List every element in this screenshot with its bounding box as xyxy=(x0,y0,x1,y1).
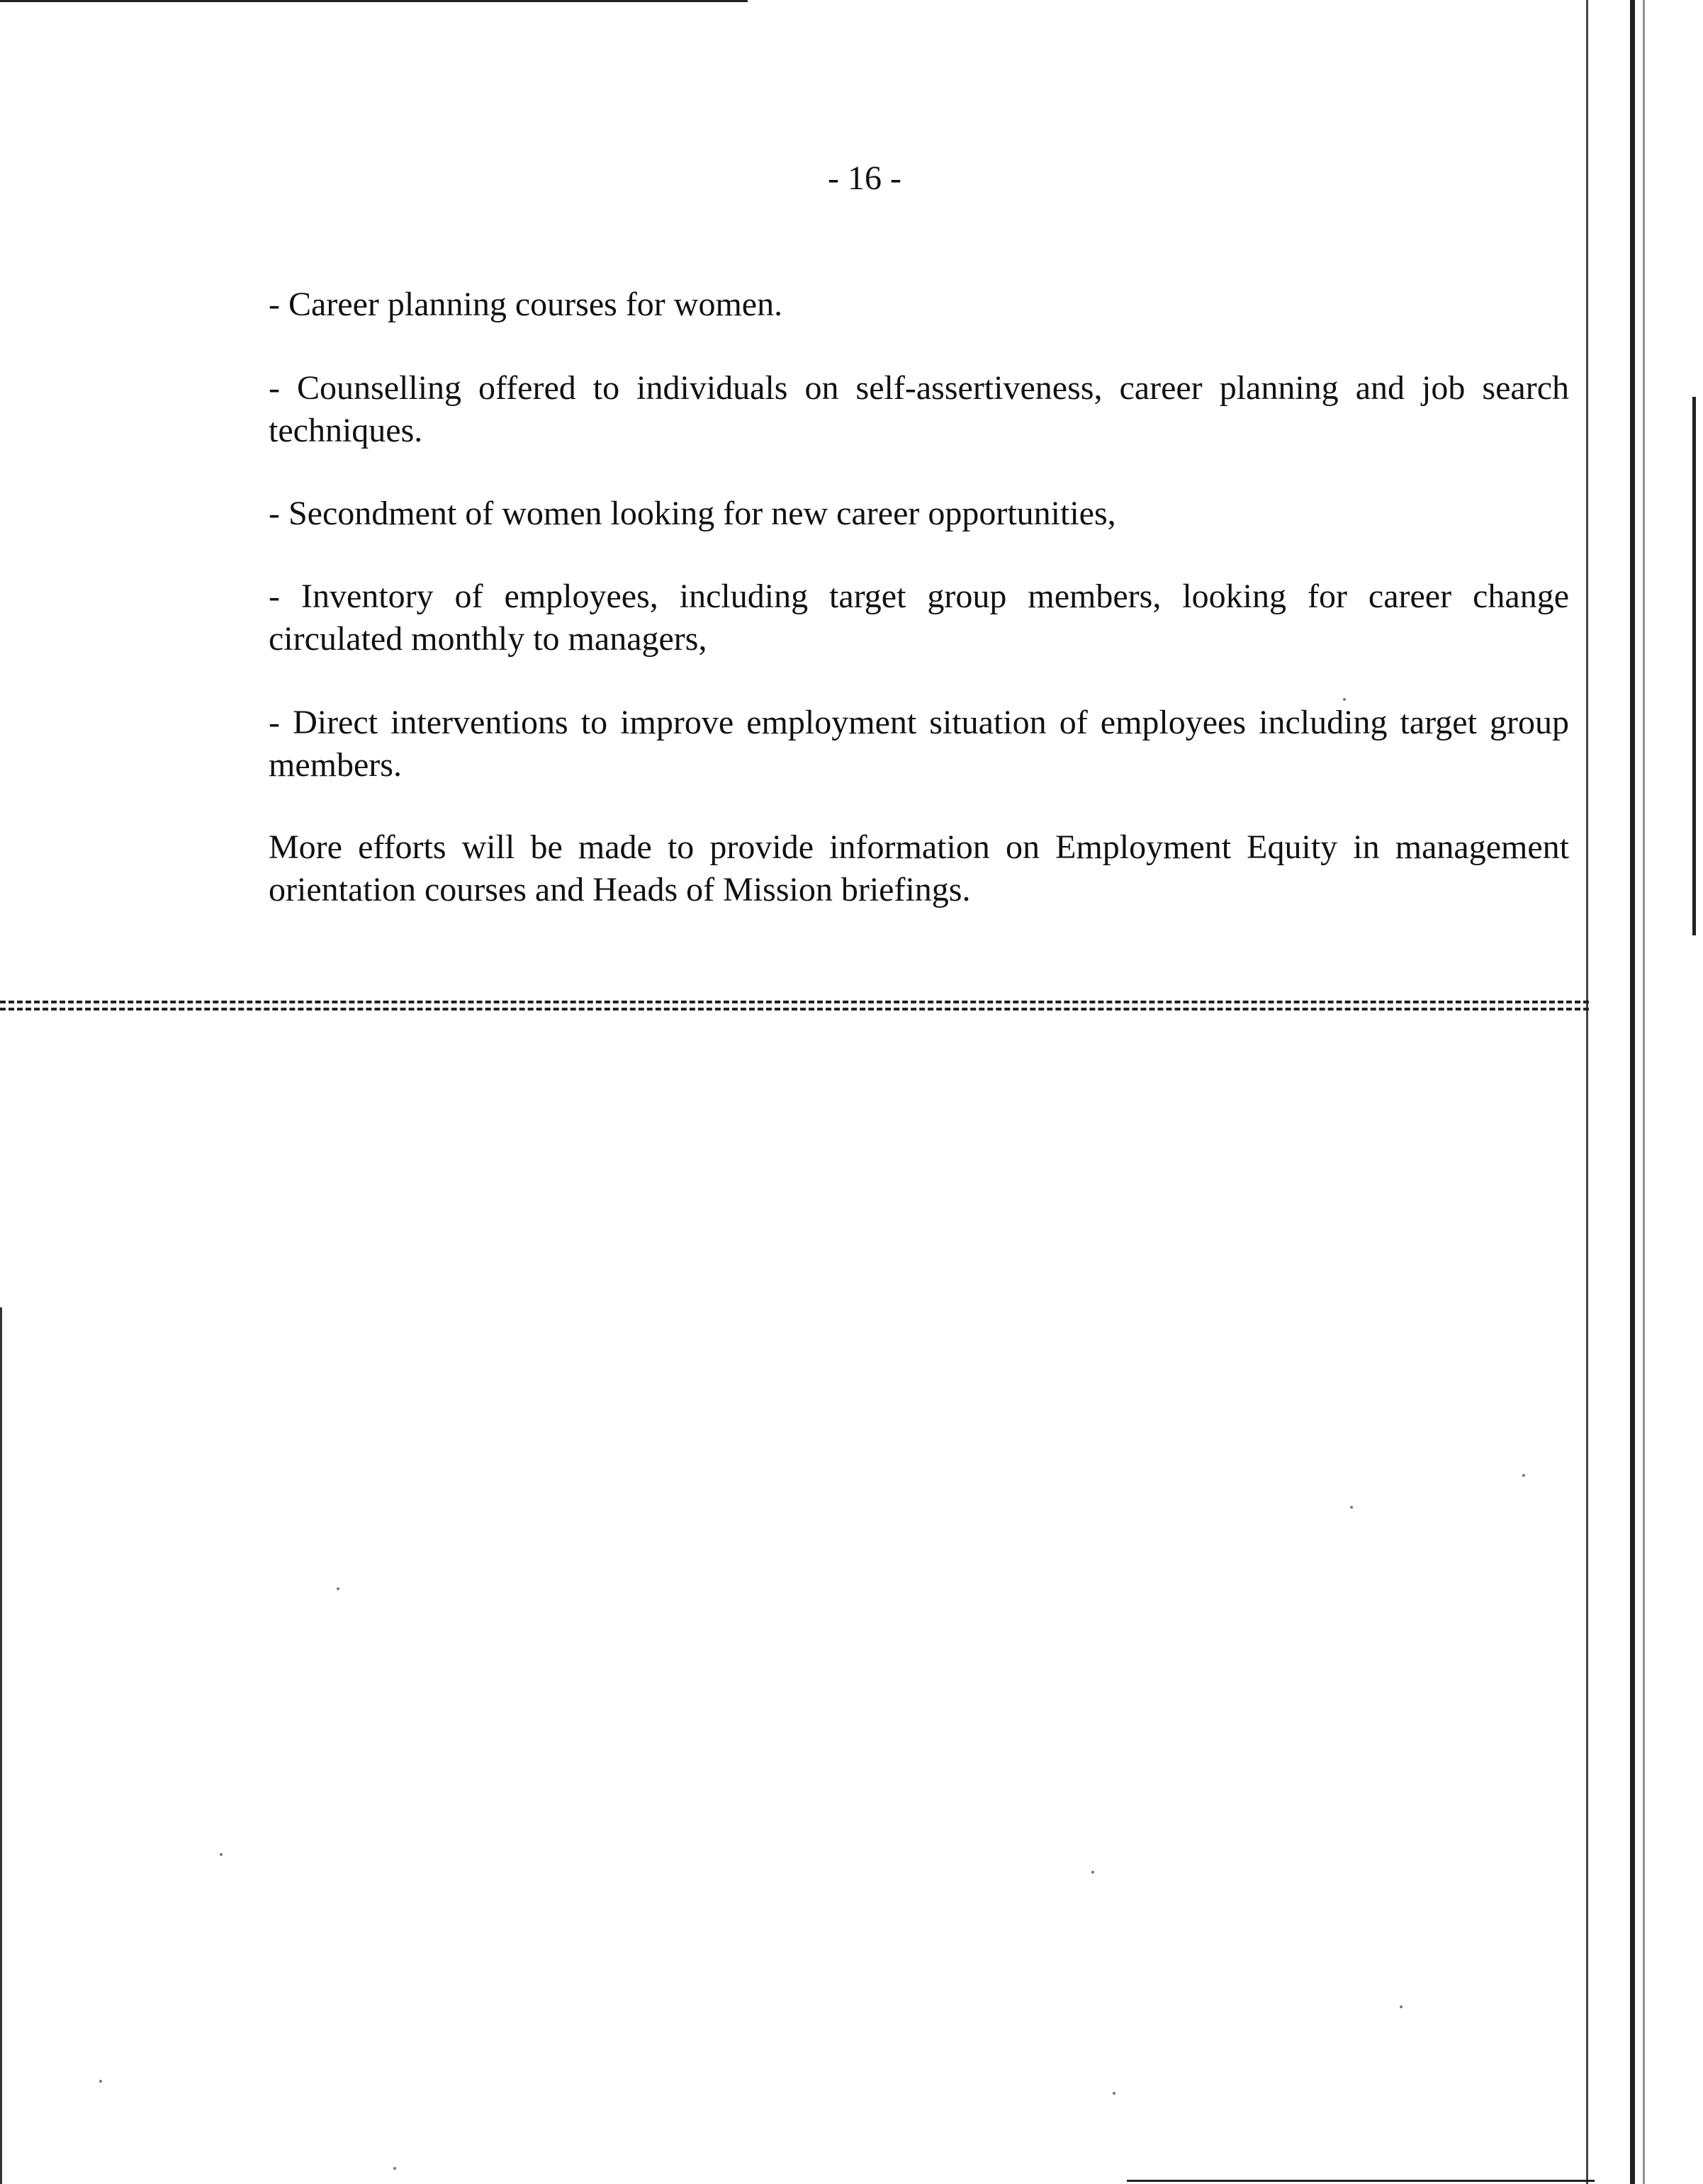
closing-paragraph: More efforts will be made to provide information on Employment Equity in management orientation courses and Heads of Mission briefings. xyxy=(269,828,1569,908)
bullet-inventory: - Inventory of employees, including target group members, looking for career change circulated monthly to managers, xyxy=(269,578,1569,658)
scan-speck xyxy=(220,1853,223,1856)
page-number: - 16 - xyxy=(828,159,901,197)
scan-speck xyxy=(1113,2092,1115,2095)
bullet-counselling: - Counselling offered to individuals on self-assertiveness, career planning and job search techniques. xyxy=(269,369,1569,449)
scan-speck xyxy=(1522,1474,1525,1477)
bullet-secondment: - Secondment of women looking for new career opportunities, xyxy=(269,495,1116,532)
scan-speck xyxy=(1400,2005,1403,2008)
scan-edge-line xyxy=(1630,0,1635,2184)
bottom-scan-edge xyxy=(1127,2180,1595,2182)
bullet-career-planning: - Career planning courses for women. xyxy=(269,286,783,323)
scan-speck xyxy=(1091,1871,1094,1874)
scan-speck xyxy=(1343,698,1346,701)
bullet-direct-interventions: - Direct interventions to improve employment situation of employees including target group members. xyxy=(269,704,1569,784)
scan-edge-line xyxy=(1643,0,1645,2184)
top-scan-edge xyxy=(0,0,748,2)
scan-speck xyxy=(99,2080,102,2083)
scan-edge-line xyxy=(1586,0,1588,2184)
section-divider xyxy=(0,1001,1589,1011)
scan-edge-line xyxy=(0,1307,2,2184)
scan-speck xyxy=(393,2167,396,2170)
scan-speck xyxy=(337,1587,339,1590)
scan-edge-line xyxy=(1692,397,1696,935)
scan-speck xyxy=(1350,1506,1353,1509)
